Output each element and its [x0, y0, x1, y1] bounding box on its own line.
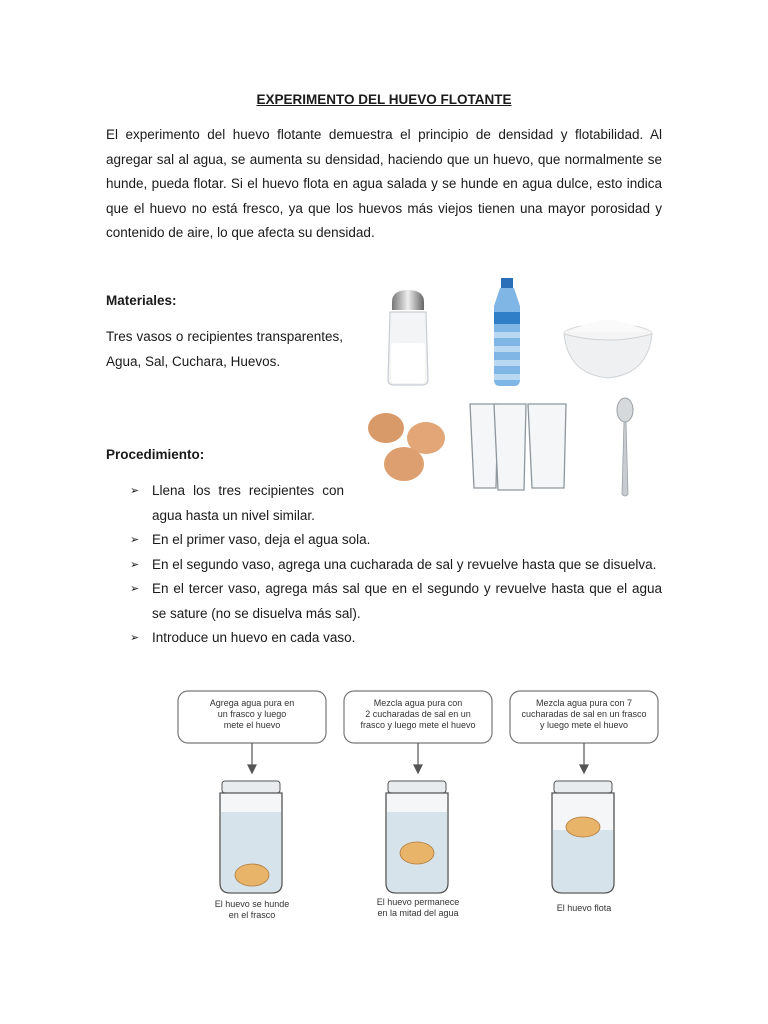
eggs-icon — [364, 408, 450, 486]
box-text: Mezcla agua pura con — [373, 698, 463, 708]
caption-text: El huevo permanece — [376, 897, 460, 907]
list-item-text: En el tercer vaso, agrega más sal que en el segundo y revuelve hasta que el agua se sature (no se disuelva más sal). — [152, 581, 662, 621]
caption-text: en el frasco — [228, 910, 276, 920]
caption-text: El huevo flota — [556, 903, 612, 913]
jar-2 — [386, 781, 448, 893]
list-item — [130, 577, 662, 626]
list-item — [130, 626, 662, 651]
box-text: cucharadas de sal en un frasco — [521, 709, 647, 719]
box-text: Agrega agua pura en — [209, 698, 295, 708]
arrow-bullet-icon: ➢ — [130, 632, 140, 644]
jar-1 — [220, 781, 282, 893]
page-title: EXPERIMENTO DEL HUEVO FLOTANTE — [256, 92, 512, 107]
arrow-bullet-icon: ➢ — [130, 485, 140, 497]
list-item — [130, 553, 662, 578]
arrow-bullet-icon: ➢ — [130, 534, 140, 546]
arrow-bullet-icon: ➢ — [130, 583, 140, 595]
materials-text: Tres vasos o recipientes transparentes, Agua, Sal, Cuchara, Huevos. — [106, 329, 343, 369]
salt-shaker-icon — [382, 288, 434, 388]
materials-heading: Materiales: — [106, 293, 177, 308]
list-item-text: En el segundo vaso, agrega una cucharada de sal y revuelve hasta que se disuelva. — [152, 556, 657, 572]
procedure-heading: Procedimiento: — [106, 447, 205, 462]
intro-paragraph: El experimento del huevo flotante demuestra el principio de densidad y flotabilidad. Al agregar sal al agua, se aumenta su densidad, haciendo que un huevo, que normalmente se hunde, pueda flotar. Si el huevo flota en agua salada y se hunde en agua dulce, esto indica que el huevo no está fresco, ya que los huevos más viejos tienen una mayor porosidad y contenido de aire, lo que afecta su densidad. — [106, 127, 662, 240]
jar-3 — [552, 781, 614, 893]
list-item — [130, 479, 344, 528]
sugar-bowl-icon — [560, 312, 656, 384]
list-item-text: Llena los tres recipientes con agua hasta un nivel similar. — [152, 483, 344, 523]
caption-text: en la mitad del agua — [377, 908, 459, 918]
box-text: 2 cucharadas de sal en un — [365, 709, 471, 719]
caption-text: El huevo se hunde — [214, 899, 290, 909]
box-text: Mezcla agua pura con 7 — [535, 698, 633, 708]
box-text: un frasco y luego — [217, 709, 287, 719]
box-text: y luego mete el huevo — [539, 720, 629, 730]
experiment-diagram — [170, 685, 670, 930]
list-item-text: Introduce un huevo en cada vaso. — [152, 630, 356, 645]
arrow-bullet-icon: ➢ — [130, 558, 140, 571]
list-item-text: En el primer vaso, deja el agua sola. — [152, 532, 371, 547]
box-text: mete el huevo — [223, 720, 281, 730]
water-bottle-icon — [486, 276, 528, 388]
procedure-list — [130, 479, 662, 651]
box-text: frasco y luego mete el huevo — [360, 720, 476, 730]
list-item — [130, 528, 662, 553]
